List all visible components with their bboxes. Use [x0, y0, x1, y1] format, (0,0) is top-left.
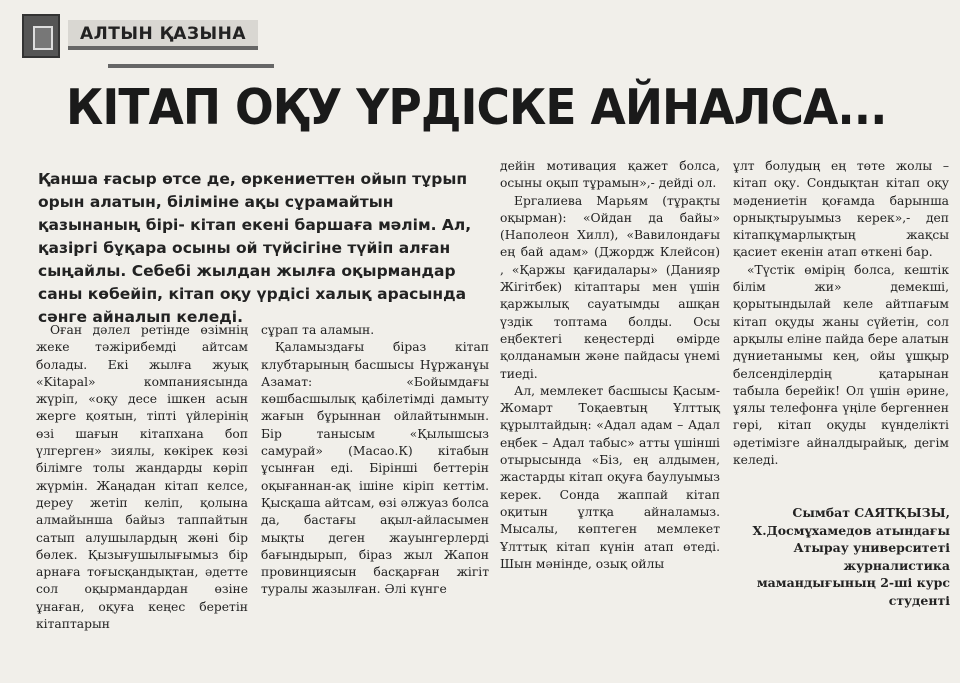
paragraph: Оған дәлел ретінде өзімнің жеке тәжірибемді айтсам болады. Екі жылға жуық «Kitapal» компаниясында жүріп, «оқу десе ішкен асын жерге қоятын, тіпті үйлерінің өзі шағын кітапхана боп үлгерген» зиялы, көкірек көзі білімге толы жандарды көріп жүрмін. Жаңадан кітап келсе, дереу жетіп келіп, қолына алмайынша байыз таппайтын сатып алушылардың жөні бір бөлек. Қызығушылығымыз бір арнаға тоғысқандықтан, әдетте сол оқырмандардан өзіне ұнаған, оқуға кеңес беретін кітаптарын: [36, 323, 248, 632]
rubric-label: АЛТЫН ҚАЗЫНА: [68, 20, 258, 50]
column-4: [733, 158, 949, 469]
rubric-icon: [22, 14, 60, 58]
paragraph: Ергалиева Марьям (тұрақты оқырман): «Ойдан да байы» (Наполеон Хилл), «Вавилондағы ең бай адам» (Джордж Клейсон) , «Қаржы қағидалары» (Данияр Жігітбек) кітаптары мен үшін қаржылық сауатымды ашқан үздік топтама болды. Осы еңбектегі кеңестерді өмірде қолданамын және пайдасы үнемі тиеді.: [500, 193, 720, 381]
column-1: [36, 322, 248, 633]
rubric-underline: [108, 64, 274, 68]
author-affiliation-2: Атырау университеті: [793, 540, 950, 555]
author-signature: [736, 504, 950, 609]
paragraph: дейін мотивация қажет болса, осыны оқып тұрамын»,- дейді ол.: [500, 159, 720, 191]
paragraph: ұлт болудың ең төте жолы – кітап оқу. Сондықтан кітап оқу мәдениетін қоғамда барынша орнықтыруымыз керек»,- деп кітапқұмарлықтың жақсы қасиет екенін атап өткені бар.: [733, 159, 949, 260]
column-2: [261, 322, 489, 599]
paragraph: сұрап та аламын.: [261, 323, 375, 337]
rubric: [22, 14, 262, 60]
author-affiliation-4: мамандығының 2-ші курс: [756, 575, 950, 590]
author-affiliation-3: журналистика: [843, 557, 950, 573]
author-name: Сымбат САЯТҚЫЗЫ,: [792, 505, 950, 520]
lead-paragraph: Қанша ғасыр өтсе де, өркениеттен ойып тұрып орын алатын, біліміне ақы сұрамайтын қазынаның бірі- кітап екені баршаға мәлім. Ал, қазіргі бұқара осыны ой түйсігіне түйіп алған сыңайлы. Себебі жылдан жылға оқырмандар саны көбейіп, кітап оқу үрдісі халық арасында сәнге айналып келеді.: [38, 170, 472, 326]
headline: КІТАП ОҚУ ҮРДІСКЕ АЙНАЛСА...: [66, 79, 887, 136]
paragraph: «Түстік өмірің болса, кештік білім жи» демекші, қорытындылай келе айтпағым кітап оқуды жаны сүйетін, сол арқылы еліне пайда бере алатын дүниетанымы кең, ойы ұшқыр белсенділердің қатарынан табыла берейік! Ол үшін әрине, ұялы телефонға үңіле бергеннен гөрі, кітап оқуды күнделікті әдетімізге айналдырайық, дегім келеді.: [733, 262, 949, 468]
column-3: [500, 158, 720, 573]
author-affiliation-1: Х.Досмұхамедов атындағы: [752, 522, 950, 538]
author-affiliation-5: студенті: [888, 592, 950, 608]
paragraph: Ал, мемлекет басшысы Қасым-Жомарт Тоқаевтың Ұлттық құрылтайдың: «Адал адам – Адал еңбек – Адал табыс» атты үшінші отырысында «Біз, ең алдымен, жастарды кітап оқуға баулуымыз керек. Сонда жаппай кітап оқитын ұлтқа айналамыз. Мысалы, көптеген мемлекет Ұлттық кітап күнін атап өтеді. Шын мәнінде, озық ойлы: [500, 383, 720, 571]
paragraph: Қаламыздағы біраз кітап клубтарының басшысы Нұржанұы Азамат: «Бойымдағы көшбасшылық қабілетімді дамыту жағын бұрыннан ойлайтынмын. Бір танысым «Қылышсыз самурай» (Масао.К) кітабын ұсынған еді. Біріншi беттерін оқығаннан-ақ ішіне кіріп кеттім. Қысқаша айтсам, өзі әлжуаз болса да, бастағы ақыл-айласымен мықты деген жауынгерлерді бағындырып, біраз жыл Жапон провинциясын басқарған жігіт туралы жазылған. Әлі күнге: [261, 340, 489, 597]
